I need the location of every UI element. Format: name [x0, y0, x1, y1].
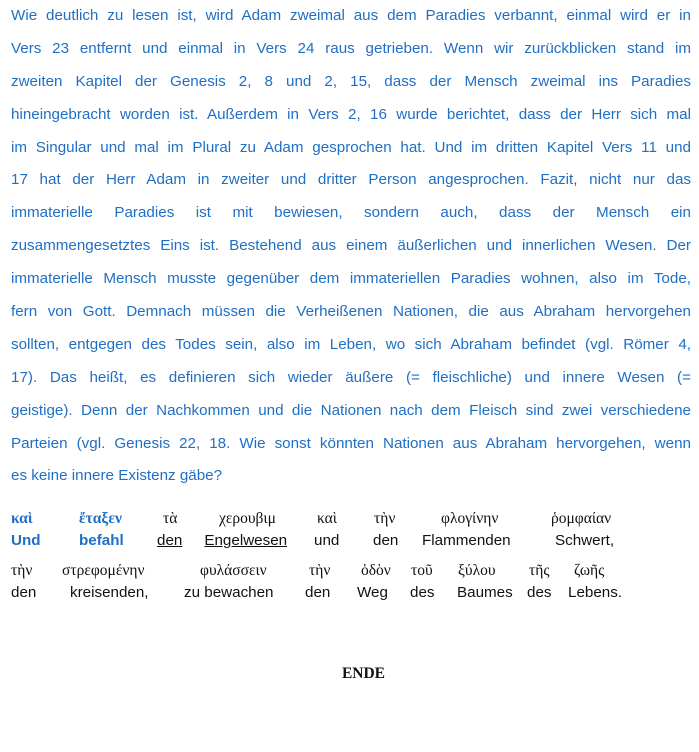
- german-word: den: [305, 584, 331, 601]
- greek-word: τὴν: [374, 510, 396, 527]
- german-word: Baumes: [457, 584, 513, 601]
- german-word: Und: [11, 532, 41, 549]
- greek-word: καὶ: [11, 510, 33, 527]
- paragraph-line: es keine innere Existenz gäbe?: [11, 467, 223, 485]
- greek-row: [11, 562, 691, 584]
- german-word-underlined: [157, 532, 297, 549]
- paragraph-line: 17). Das heißt, es definieren sich wieder äußere (= fleischliche) und innere Wesen (=: [11, 368, 691, 386]
- paragraph-line: zweiten Kapitel der Genesis 2, 8 und 2, 15, dass der Mensch zweimal ins Paradies: [11, 72, 691, 90]
- paragraph-line: fern von Gott. Demnach müssen die Verheißenen Nationen, die aus Abraham hervorgehen: [11, 303, 691, 321]
- german-word: Schwert,: [555, 532, 615, 549]
- paragraph-line: geistige). Denn der Nachkommen und die Nationen nach dem Fleisch sind zwei verschiedene: [11, 401, 691, 419]
- german-word: des: [410, 584, 435, 601]
- body-paragraph: [11, 0, 691, 493]
- greek-word: χερουβιμ: [219, 510, 276, 527]
- paragraph-line: hineingebracht worden ist. Außerdem in Vers 2, 16 wurde berichtet, dass der Herr sich mal: [11, 105, 691, 123]
- greek-word: ὁδὸν: [361, 562, 391, 579]
- german-word: den: [373, 532, 399, 549]
- german-word: Lebens.: [568, 584, 623, 601]
- german-row: [11, 584, 691, 606]
- interlinear-block-2: [11, 562, 691, 606]
- paragraph-line: zusammengesetztes Eins ist. Bestehend aus einem äußerlichen und innerlichen Wesen. Der: [11, 237, 691, 255]
- german-word: zu bewachen: [184, 584, 274, 601]
- paragraph-line: immaterielle Paradies ist mit bewiesen, sondern auch, dass der Mensch ein: [11, 204, 691, 222]
- paragraph-line: im Singular und mal im Plural zu Adam gesprochen hat. Und im dritten Kapitel Vers 11 und: [11, 138, 691, 156]
- end-heading: ENDE: [341, 665, 386, 682]
- german-word: kreisenden,: [70, 584, 149, 601]
- greek-word: καὶ: [317, 510, 337, 527]
- paragraph-line: immaterielle Mensch musste gegenüber dem immateriellen Paradies wohnen, also im Tode,: [11, 270, 691, 288]
- german-word: den: [157, 532, 183, 549]
- interlinear-block-1: [11, 510, 691, 554]
- paragraph-line: Parteien (vgl. Genesis 22, 18. Wie sonst könnten Nationen aus Abraham hervorgehen, wenn: [11, 434, 691, 452]
- greek-word: φυλάσσειν: [200, 562, 267, 579]
- german-word: befahl: [79, 532, 124, 549]
- paragraph-line: Wie deutlich zu lesen ist, wird Adam zweimal aus dem Paradies verbannt, einmal wird er in: [11, 7, 691, 24]
- german-word: Flammenden: [422, 532, 511, 549]
- german-word: den: [11, 584, 37, 601]
- greek-word: ζωῆς: [574, 562, 605, 579]
- german-word: des: [527, 584, 552, 601]
- german-word: Weg: [357, 584, 388, 601]
- greek-word: τοῦ: [411, 562, 433, 579]
- greek-row: [11, 510, 691, 532]
- greek-word: τὰ: [163, 510, 178, 527]
- paragraph-line: 17 hat der Herr Adam in zweiter und dritter Person angesprochen. Fazit, nicht nur das: [11, 171, 691, 189]
- paragraph-line: sollten, entgegen des Todes sein, also im Leben, wo sich Abraham befindet (vgl. Römer 4,: [11, 335, 691, 353]
- greek-word: στρεφομένην: [62, 562, 145, 579]
- greek-word: ἔταξεν: [79, 510, 122, 527]
- greek-word: φλογίνην: [441, 510, 499, 527]
- german-word: und: [314, 532, 340, 549]
- german-row: [11, 532, 691, 554]
- greek-word: ξύλου: [458, 562, 496, 579]
- greek-word: τὴν: [11, 562, 33, 579]
- greek-word: τὴν: [309, 562, 331, 579]
- greek-word: τῆς: [529, 562, 550, 579]
- german-word: Engelwesen: [204, 532, 288, 549]
- paragraph-line: Vers 23 entfernt und einmal in Vers 24 raus getrieben. Wenn wir zurückblicken stand im: [11, 39, 691, 57]
- greek-word: ῥομφαίαν: [551, 510, 612, 527]
